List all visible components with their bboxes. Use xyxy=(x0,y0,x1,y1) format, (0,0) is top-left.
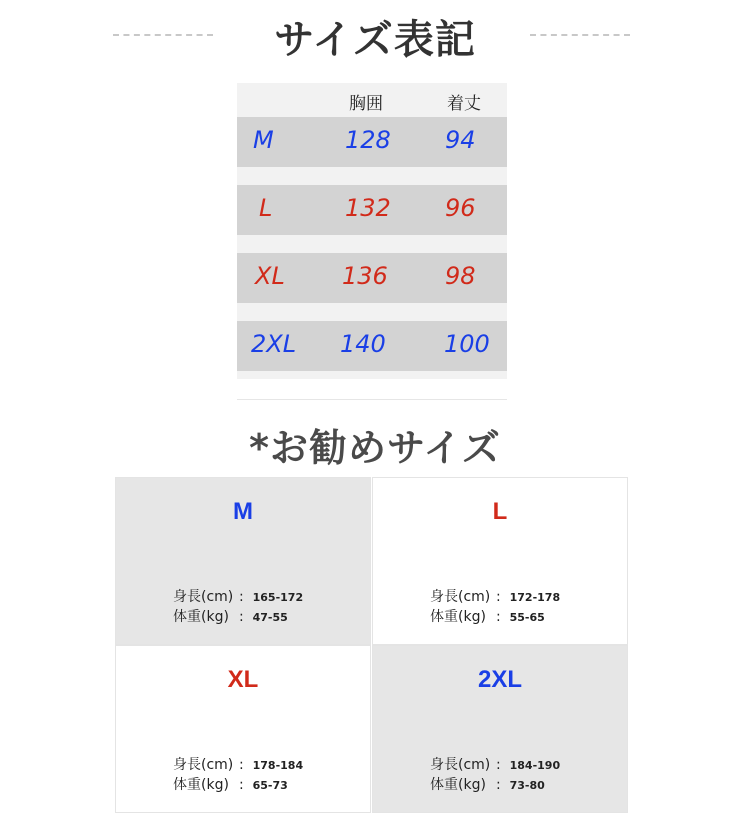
card-height xyxy=(430,754,560,774)
row-size: L xyxy=(259,194,273,222)
height-label: 身長(cm) xyxy=(430,589,491,605)
size-card-xl xyxy=(115,645,371,813)
recommend-grid xyxy=(115,477,629,813)
size-card-m xyxy=(115,477,371,645)
weight-label: 体重(kg) xyxy=(430,777,486,793)
height-label: 身長(cm) xyxy=(430,757,491,773)
row-chest: 132 xyxy=(345,194,391,222)
height-value: 165-172 xyxy=(252,591,304,604)
card-height xyxy=(173,586,303,606)
table-row xyxy=(237,253,507,303)
card-weight xyxy=(173,606,288,626)
height-label: 身長(cm) xyxy=(173,589,234,605)
table-row xyxy=(237,321,507,371)
separator: : xyxy=(239,609,244,625)
card-height xyxy=(430,586,560,606)
weight-value: 73-80 xyxy=(509,779,545,792)
header-length: 着丈 xyxy=(447,94,481,114)
row-gap xyxy=(237,235,507,253)
card-size: M xyxy=(233,498,253,525)
weight-value: 47-55 xyxy=(252,611,288,624)
height-value: 184-190 xyxy=(509,759,561,772)
height-value: 172-178 xyxy=(509,591,561,604)
separator: : xyxy=(239,757,244,773)
separator: : xyxy=(496,589,501,605)
separator: : xyxy=(239,589,244,605)
row-length: 98 xyxy=(445,262,476,290)
separator: : xyxy=(239,777,244,793)
height-label: 身長(cm) xyxy=(173,757,234,773)
card-weight xyxy=(430,774,545,794)
recommend-title: *お勧めサイズ xyxy=(249,426,501,470)
weight-value: 65-73 xyxy=(252,779,288,792)
size-card-2xl xyxy=(372,645,628,813)
card-size: L xyxy=(492,498,508,525)
weight-label: 体重(kg) xyxy=(173,609,229,625)
weight-value: 55-65 xyxy=(509,611,545,624)
row-length: 94 xyxy=(445,126,476,154)
row-size: 2XL xyxy=(251,330,297,358)
row-gap xyxy=(237,303,507,321)
card-weight xyxy=(173,774,288,794)
row-size: M xyxy=(253,126,274,154)
table-row xyxy=(237,185,507,235)
section-divider xyxy=(237,399,507,400)
page-title: サイズ表記 xyxy=(274,17,476,63)
card-weight xyxy=(430,606,545,626)
row-chest: 140 xyxy=(340,330,386,358)
row-chest: 136 xyxy=(342,262,388,290)
row-length: 100 xyxy=(444,330,490,358)
separator: : xyxy=(496,609,501,625)
weight-label: 体重(kg) xyxy=(430,609,486,625)
table-row xyxy=(237,117,507,167)
separator: : xyxy=(496,757,501,773)
weight-label: 体重(kg) xyxy=(173,777,229,793)
card-size: XL xyxy=(227,666,259,693)
row-gap xyxy=(237,167,507,185)
size-card-l xyxy=(372,477,628,645)
row-chest: 128 xyxy=(345,126,391,154)
row-gap xyxy=(237,371,507,379)
card-size: 2XL xyxy=(477,666,522,693)
separator: : xyxy=(496,777,501,793)
card-height xyxy=(173,754,303,774)
row-length: 96 xyxy=(445,194,476,222)
size-table xyxy=(237,83,507,379)
row-size: XL xyxy=(255,262,285,290)
header-chest: 胸囲 xyxy=(349,94,383,114)
table-header xyxy=(237,83,507,117)
height-value: 178-184 xyxy=(252,759,304,772)
